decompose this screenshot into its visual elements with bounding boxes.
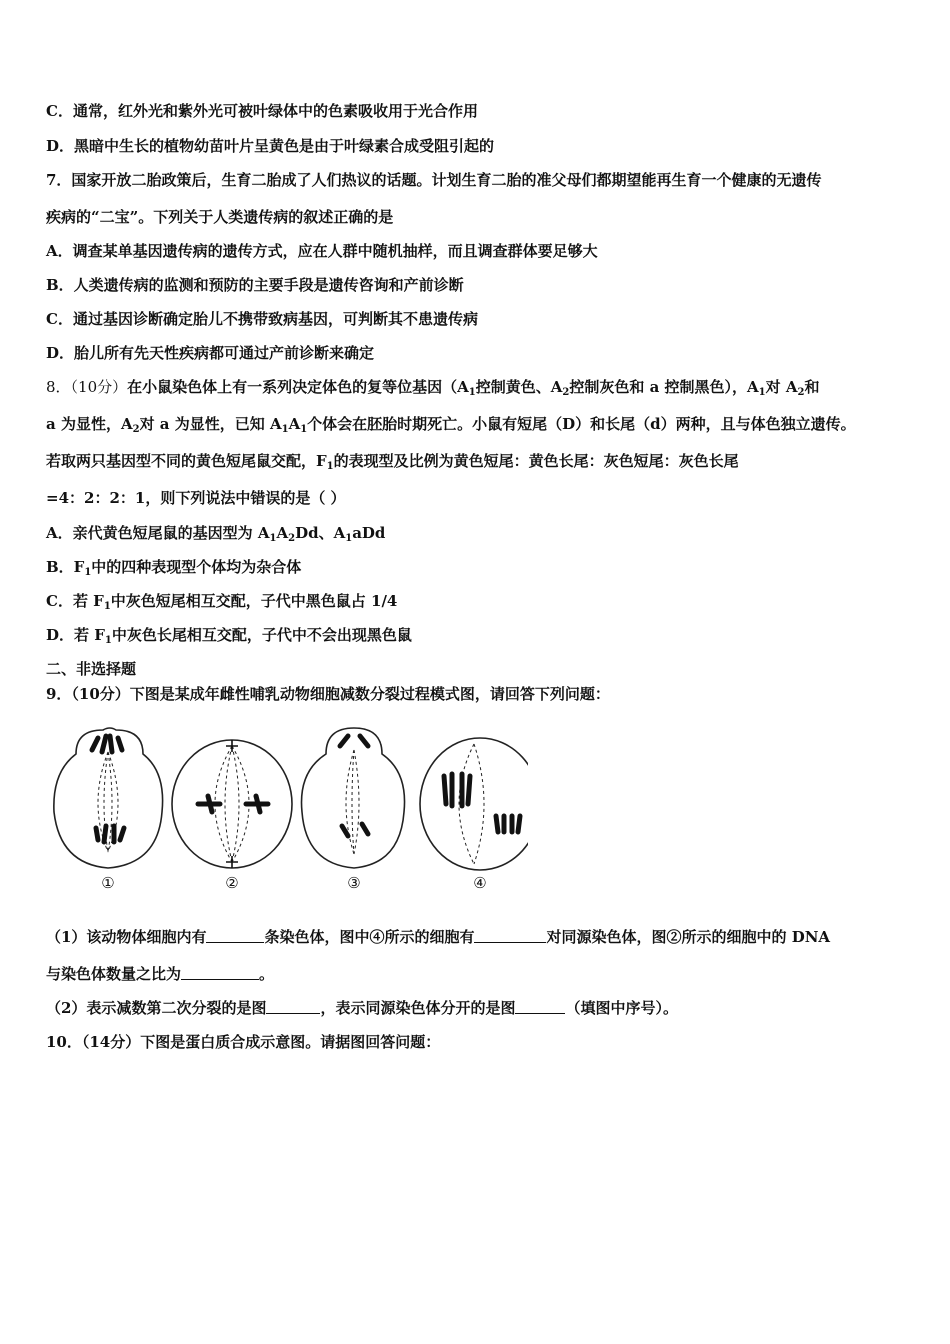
q8-stem-line4: =4：2：2：1，则下列说法中错误的是（ ） [46, 489, 346, 507]
q7-stem-line1: 7．国家开放二胎政策后，生育二胎成了人们热议的话题。计划生育二胎的准父母们都期望能再生育一个健康的无遗传 [46, 171, 822, 189]
q6-option-d: D．黑暗中生长的植物幼苗叶片呈黄色是由于叶绿素合成受阻引起的 [46, 137, 495, 155]
figure-label-1: ① [101, 874, 115, 892]
cell-4 [420, 738, 528, 870]
q9-part1-line2: 与染色体数量之比为 。 [46, 965, 275, 983]
answer-blank-homolog-separation[interactable] [515, 999, 565, 1014]
q8-option-d: D．若 $F_1$中灰色长尾相互交配，子代中不会出现黑色鼠 [46, 626, 412, 646]
q7-option-c: C．通过基因诊断确定胎儿不携带致病基因，可判断其不患遗传病 [46, 310, 478, 328]
figure-label-3: ③ [347, 874, 361, 892]
q8-stem-line1: 8．（10分）在小鼠染色体上有一系列决定体色的复等位基因（$A_1$控制黄色、$A_2$控制灰色和 a 控制黑色），$A_1$对 $A_2$和 [46, 378, 820, 398]
answer-blank-homologous-pairs[interactable] [474, 928, 546, 943]
answer-blank-meiosis-ii[interactable] [266, 999, 320, 1014]
q8-option-b: B．$F_1$中的四种表现型个体均为杂合体 [46, 558, 302, 578]
q7-option-b: B．人类遗传病的监测和预防的主要手段是遗传咨询和产前诊断 [46, 276, 464, 294]
q6-option-c: C．通常，红外光和紫外光可被叶绿体中的色素吸收用于光合作用 [46, 102, 478, 120]
q7-stem-line2: 疾病的“二宝”。下列关于人类遗传病的叙述正确的是 [46, 208, 394, 226]
cell-2 [172, 740, 292, 868]
q8-option-a: A．亲代黄色短尾鼠的基因型为 $A_1A_2Dd$、$A_1aDd$ [46, 524, 386, 544]
meiosis-figure [48, 724, 528, 896]
q7-option-d: D．胎儿所有先天性疾病都可通过产前诊断来确定 [46, 344, 375, 362]
figure-label-4: ④ [473, 874, 487, 892]
q8-stem-line2: a 为显性，$A_2$对 a 为显性，已知 $A_1A_1$个体会在胚胎时期死亡。小鼠有短尾（D）和长尾（d）两种，且与体色独立遗传。 [46, 415, 856, 435]
q8-stem-line3: 若取两只基因型不同的黄色短尾鼠交配，$F_1$的表现型及比例为黄色短尾：黄色长尾：灰色短尾：灰色长尾 [46, 452, 739, 472]
q9-part2: （2）表示减数第二次分裂的是图 ，表示同源染色体分开的是图 （填图中序号）。 [46, 999, 678, 1017]
q9-stem: 9．（10分）下图是某成年雌性哺乳动物细胞减数分裂过程模式图，请回答下列问题： [46, 685, 610, 703]
cell-3 [302, 728, 405, 868]
answer-blank-chromosome-count[interactable] [206, 928, 264, 943]
cell-1 [54, 728, 163, 868]
q9-part1-line1: （1）该动物体细胞内有 条染色体，图中④所示的细胞有 对同源染色体，图②所示的细胞中的 DNA [46, 928, 831, 946]
q8-number: 8．（10分） [46, 378, 128, 396]
answer-blank-dna-ratio[interactable] [181, 965, 259, 980]
q8-option-c: C．若 $F_1$中灰色短尾相互交配，子代中黑色鼠占 1/4 [46, 592, 398, 612]
q7-option-a: A．调查某单基因遗传病的遗传方式，应在人群中随机抽样，而且调查群体要足够大 [46, 242, 598, 260]
section-title: 二、非选择题 [46, 660, 137, 678]
meiosis-diagram [48, 724, 528, 876]
q10-stem: 10．（14分）下图是蛋白质合成示意图。请据图回答问题： [46, 1033, 441, 1051]
figure-label-2: ② [225, 874, 239, 892]
